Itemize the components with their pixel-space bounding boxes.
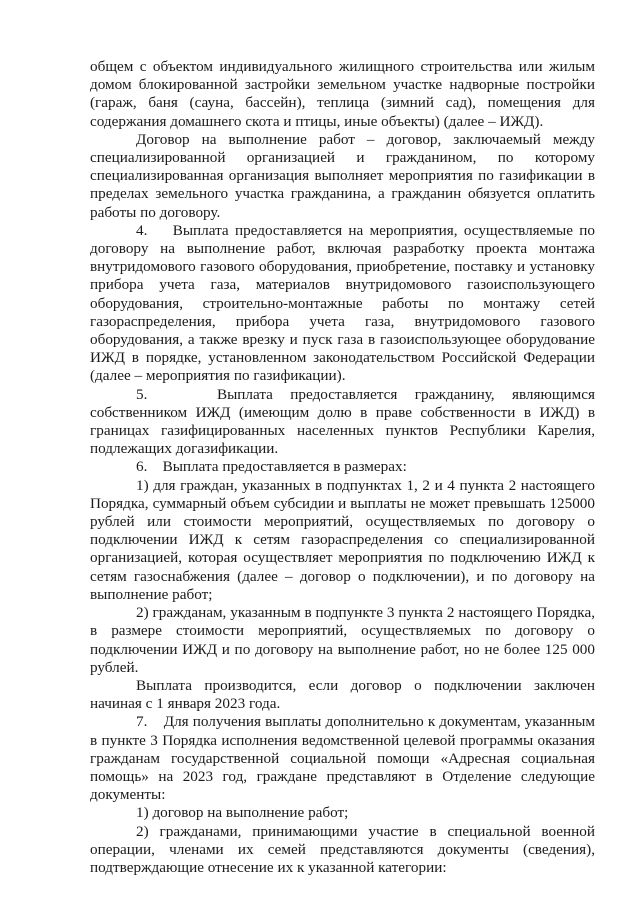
paragraph-item-6: 6. Выплата предоставляется в размерах: bbox=[136, 458, 407, 476]
paragraph-item-6-sub-1: 1) для граждан, указанных в подпунктах 1, 2 и 4 пункта 2 настоящего Порядка, суммарный объем субсидии и выплаты не может превышать 125000 рублей или стоимости мероприятий, осуществляемых по договору о подключении ИЖД к сетям газораспределения со специализированной организацией, которая осуществляет мероприятия по подключению ИЖД к сетям газоснабжения (далее – договор о подключении), и по договору на выполнение работ; bbox=[90, 476, 595, 603]
document-body bbox=[90, 58, 595, 877]
paragraph-payment-condition: Выплата производится, если договор о подключении заключен начиная с 1 января 2023 года. bbox=[90, 676, 595, 713]
paragraph-continuation: общем с объектом индивидуального жилищного строительства или жилым домом блокированной застройки земельном участке надворные постройки (гараж, баня (сауна, бассейн), теплица (зимний сад), помещения для содержания домашнего скота и птицы, иные объекты) (далее – ИЖД). bbox=[90, 58, 595, 130]
paragraph-item-4: 4. Выплата предоставляется на мероприятия, осуществляемые по договору на выполнение работ, включая разработку проекта монтажа внутридомового газового оборудования, приобретение, поставку и установку прибора учета газа, материалов внутридомового газоиспользующего оборудования, строительно-монтажные работы по монтажу сетей газораспределения, прибора учета газа, внутридомового газового оборудования, а также врезку и пуск газа в газоиспользующее оборудование ИЖД в порядке, установленном законодательством Российской Федерации (далее – мероприятия по газификации). bbox=[90, 221, 595, 385]
paragraph-item-7-sub-2: 2) гражданами, принимающими участие в специальной военной операции, членами их семей представляются документы (сведения), подтверждающие отнесение их к указанной категории: bbox=[90, 822, 595, 876]
paragraph-item-7-sub-1: 1) договор на выполнение работ; bbox=[136, 804, 349, 822]
paragraph-item-6-sub-2: 2) гражданам, указанным в подпункте 3 пункта 2 настоящего Порядка, в размере стоимости мероприятий, осуществляемых по договору о подключении ИЖД и по договору на выполнение работ, но не более 125 000 рублей. bbox=[90, 604, 595, 676]
paragraph-item-5: 5. Выплата предоставляется гражданину, являющимся собственником ИЖД (имеющим долю в праве собственности в ИЖД) в границах газифицированных населенных пунктов Республики Карелия, подлежащих догазификации. bbox=[90, 385, 595, 458]
paragraph-work-contract-definition: Договор на выполнение работ – договор, заключаемый между специализированной организацией и гражданином, по которому специализированная организация выполняет мероприятия по газификации в пределах земельного участка гражданина, а гражданин обязуется оплатить работы по договору. bbox=[90, 130, 595, 221]
paragraph-item-7: 7. Для получения выплаты дополнительно к документам, указанным в пункте 3 Порядка исполнения ведомственной целевой программы оказания гражданам государственной социальной помощи «Адресная социальная помощь» на 2023 год, граждане представляют в Отделение следующие документы: bbox=[90, 713, 595, 804]
